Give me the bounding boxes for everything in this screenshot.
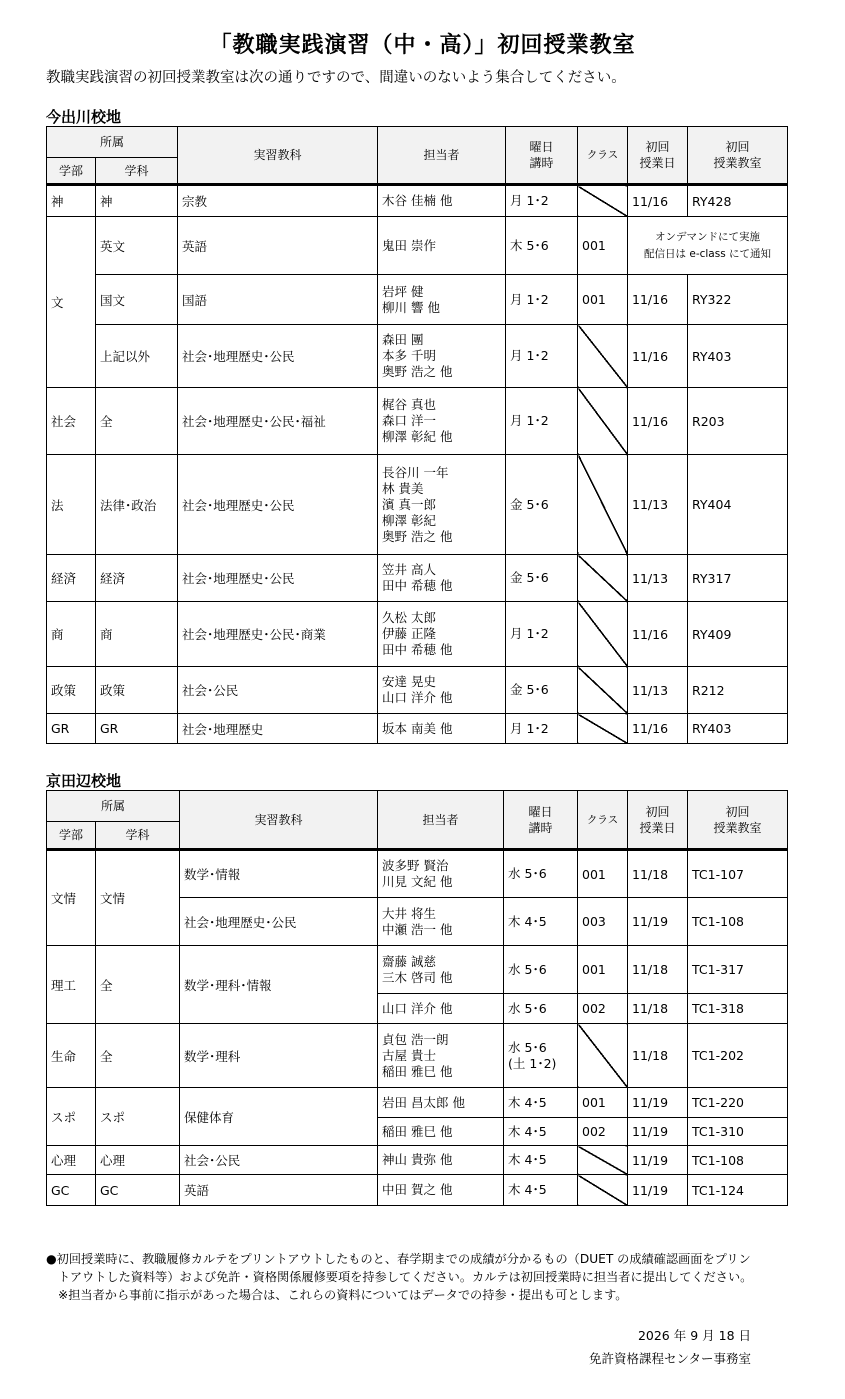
- instructor-cell: 稲田 雅巳 他: [378, 1118, 504, 1146]
- subject-cell: 宗教: [178, 185, 378, 217]
- department-cell: 全: [96, 388, 178, 455]
- issue-date: 2026 年 9 月 18 日: [637, 1328, 751, 1343]
- room-cell: TC1-108: [688, 1146, 788, 1175]
- class-cell: 002: [578, 994, 628, 1024]
- department-cell: GR: [96, 714, 178, 744]
- date-cell: 11/13: [628, 667, 688, 714]
- class-cell: 002: [578, 1118, 628, 1146]
- instructor-cell: 安達 晃史 山口 洋介 他: [378, 667, 506, 714]
- date-cell: 11/18: [628, 1024, 688, 1088]
- intro-text: 教職実践演習の初回授業教室は次の通りですので、間違いのないよう集合してください。: [46, 70, 626, 86]
- subject-cell: 社会･公民: [178, 667, 378, 714]
- header-instructor: 担当者: [378, 791, 504, 850]
- instructor-cell: 笠井 高人 田中 希穂 他: [378, 555, 506, 602]
- table-row: [47, 555, 788, 602]
- header-affiliation: 所属: [47, 791, 180, 822]
- faculty-cell: 理工: [47, 946, 96, 1024]
- room-cell: TC1-317: [688, 946, 788, 994]
- period-cell: 木 4･5: [504, 1175, 578, 1206]
- department-cell: GC: [96, 1175, 180, 1206]
- subject-cell: 社会･地理歴史･公民･福祉: [178, 388, 378, 455]
- class-cell: 003: [578, 898, 628, 946]
- faculty-cell: 社会: [47, 388, 96, 455]
- table-row: [47, 1088, 788, 1118]
- room-cell: R212: [688, 667, 788, 714]
- date-cell: 11/19: [628, 1175, 688, 1206]
- subject-cell: 数学･理科･情報: [180, 946, 378, 1024]
- period-cell: 木 4･5: [504, 898, 578, 946]
- table-row: [47, 388, 788, 455]
- department-cell: 全: [96, 1024, 180, 1088]
- class-cell: 001: [578, 275, 628, 325]
- subject-cell: 社会･公民: [180, 1146, 378, 1175]
- table-row: [47, 714, 788, 744]
- subject-cell: 保健体育: [180, 1088, 378, 1146]
- department-cell: スポ: [96, 1088, 180, 1146]
- header-class: クラス: [578, 791, 628, 850]
- faculty-cell: 神: [47, 185, 96, 217]
- period-cell: 月 1･2: [506, 325, 578, 388]
- instructor-cell: 貞包 浩一朗 古屋 貴士 稲田 雅巳 他: [378, 1024, 504, 1088]
- header-faculty: 学部: [47, 158, 96, 185]
- table-row: [47, 275, 788, 325]
- class-cell-empty: [578, 1146, 628, 1175]
- class-cell-empty: [578, 714, 628, 744]
- department-cell: 経済: [96, 555, 178, 602]
- date-cell: 11/19: [628, 1146, 688, 1175]
- header-first-room: 初回 授業教室: [688, 127, 788, 185]
- table-row: [47, 185, 788, 217]
- faculty-cell: 心理: [47, 1146, 96, 1175]
- instructor-cell: 坂本 南美 他: [378, 714, 506, 744]
- date-cell: 11/16: [628, 714, 688, 744]
- table-row: [47, 217, 788, 275]
- date-cell: 11/18: [628, 946, 688, 994]
- subject-cell: 社会･地理歴史･公民: [180, 898, 378, 946]
- table-row: [47, 1024, 788, 1088]
- room-cell: TC1-202: [688, 1024, 788, 1088]
- room-cell: RY322: [688, 275, 788, 325]
- period-cell: 水 5･6 (土 1･2): [504, 1024, 578, 1088]
- instructor-cell: 久松 太郎 伊藤 正隆 田中 希穂 他: [378, 602, 506, 667]
- date-cell: 11/13: [628, 455, 688, 555]
- room-cell: RY403: [688, 325, 788, 388]
- instructor-cell: 中田 賀之 他: [378, 1175, 504, 1206]
- class-cell-empty: [578, 1175, 628, 1206]
- table-row: [47, 946, 788, 994]
- faculty-cell: GR: [47, 714, 96, 744]
- date-cell: 11/18: [628, 994, 688, 1024]
- faculty-cell: 商: [47, 602, 96, 667]
- period-cell: 水 5･6: [504, 946, 578, 994]
- room-cell: TC1-318: [688, 994, 788, 1024]
- table-row: [47, 1175, 788, 1206]
- date-cell: 11/16: [628, 325, 688, 388]
- date-cell: 11/18: [628, 850, 688, 898]
- period-cell: 木 4･5: [504, 1146, 578, 1175]
- period-cell: 水 5･6: [504, 850, 578, 898]
- department-cell: 文情: [96, 850, 180, 946]
- subject-cell: 国語: [178, 275, 378, 325]
- instructor-cell: 神山 貴弥 他: [378, 1146, 504, 1175]
- header-subject: 実習教科: [178, 127, 378, 185]
- date-cell: 11/16: [628, 275, 688, 325]
- header-class: クラス: [578, 127, 628, 185]
- subject-cell: 社会･地理歴史･公民: [178, 555, 378, 602]
- period-cell: 月 1･2: [506, 275, 578, 325]
- instructor-cell: 長谷川 一年 林 貴美 濱 真一郎 柳澤 彰紀 奥野 浩之 他: [378, 455, 506, 555]
- period-cell: 月 1･2: [506, 602, 578, 667]
- header-period: 曜日 講時: [506, 127, 578, 185]
- note-line-3: ※担当者から事前に指示があった場合は、これらの資料についてはデータでの持参・提出も可とします。: [58, 1288, 628, 1302]
- notes-block: [46, 1250, 806, 1304]
- campus-heading-imadegawa: 今出川校地: [46, 108, 122, 126]
- room-cell: TC1-108: [688, 898, 788, 946]
- subject-cell: 英語: [180, 1175, 378, 1206]
- table-row: [47, 325, 788, 388]
- class-cell-empty: [578, 602, 628, 667]
- header-department: 学科: [96, 822, 180, 850]
- department-cell: 政策: [96, 667, 178, 714]
- room-cell: RY409: [688, 602, 788, 667]
- date-cell: 11/19: [628, 1088, 688, 1118]
- date-cell: 11/13: [628, 555, 688, 602]
- faculty-cell: 生命: [47, 1024, 96, 1088]
- class-cell-empty: [578, 555, 628, 602]
- period-cell: 月 1･2: [506, 388, 578, 455]
- subject-cell: 社会･地理歴史･公民: [178, 455, 378, 555]
- faculty-cell: 文情: [47, 850, 96, 946]
- page-title: 「教職実践演習（中・高）」初回授業教室: [209, 33, 636, 58]
- subject-cell: 社会･地理歴史: [178, 714, 378, 744]
- table-row: [47, 602, 788, 667]
- subject-cell: 社会･地理歴史･公民･商業: [178, 602, 378, 667]
- header-faculty: 学部: [47, 822, 96, 850]
- date-cell: 11/16: [628, 602, 688, 667]
- class-cell-empty: [578, 455, 628, 555]
- department-cell: 国文: [96, 275, 178, 325]
- note-line-1: ●初回授業時に、教職履修カルテをプリントアウトしたものと、春学期までの成績が分かるもの（DUET の成績確認画面をプリン: [46, 1252, 751, 1266]
- department-cell: 商: [96, 602, 178, 667]
- instructor-cell: 波多野 賢治 川見 文紀 他: [378, 850, 504, 898]
- class-cell-empty: [578, 185, 628, 217]
- period-cell: 木 5･6: [506, 217, 578, 275]
- header-first-date: 初回 授業日: [628, 127, 688, 185]
- note-line-2: トアウトした資料等）および免許・資格関係履修要項を持参してください。カルテは初回授業時に担当者に提出してください。: [58, 1270, 753, 1284]
- instructor-cell: 木谷 佳楠 他: [378, 185, 506, 217]
- instructor-cell: 森田 團 本多 千明 奥野 浩之 他: [378, 325, 506, 388]
- period-cell: 水 5･6: [504, 994, 578, 1024]
- instructor-cell: 岩坪 健 柳川 響 他: [378, 275, 506, 325]
- period-cell: 木 4･5: [504, 1088, 578, 1118]
- header-department: 学科: [96, 158, 178, 185]
- date-cell: 11/19: [628, 1118, 688, 1146]
- date-cell: 11/16: [628, 185, 688, 217]
- class-cell: 001: [578, 850, 628, 898]
- instructor-cell: 山口 洋介 他: [378, 994, 504, 1024]
- faculty-cell: 文: [47, 217, 96, 388]
- instructor-cell: 岩田 昌太郎 他: [378, 1088, 504, 1118]
- issuing-office: 免許資格課程センター事務室: [588, 1351, 751, 1366]
- campus-heading-kyotanabe: 京田辺校地: [46, 772, 122, 790]
- header-affiliation: 所属: [47, 127, 178, 158]
- department-cell: 心理: [96, 1146, 180, 1175]
- table-row: [47, 667, 788, 714]
- date-cell: 11/19: [628, 898, 688, 946]
- room-cell: R203: [688, 388, 788, 455]
- period-cell: 月 1･2: [506, 714, 578, 744]
- class-cell: 001: [578, 217, 628, 275]
- header-subject: 実習教科: [180, 791, 378, 850]
- header-first-date: 初回 授業日: [628, 791, 688, 850]
- subject-cell: 社会･地理歴史･公民: [178, 325, 378, 388]
- subject-cell: 英語: [178, 217, 378, 275]
- header-instructor: 担当者: [378, 127, 506, 185]
- room-cell: TC1-310: [688, 1118, 788, 1146]
- class-cell: 001: [578, 1088, 628, 1118]
- subject-cell: 数学･理科: [180, 1024, 378, 1088]
- date-cell: 11/16: [628, 388, 688, 455]
- period-cell: 金 5･6: [506, 555, 578, 602]
- faculty-cell: スポ: [47, 1088, 96, 1146]
- class-cell-empty: [578, 325, 628, 388]
- department-cell: 全: [96, 946, 180, 1024]
- faculty-cell: 経済: [47, 555, 96, 602]
- class-cell-empty: [578, 388, 628, 455]
- class-cell-empty: [578, 1024, 628, 1088]
- room-cell: RY403: [688, 714, 788, 744]
- department-cell: 法律･政治: [96, 455, 178, 555]
- header-period: 曜日 講時: [504, 791, 578, 850]
- instructor-cell: 梶谷 真也 森口 洋一 柳澤 彰紀 他: [378, 388, 506, 455]
- room-cell: TC1-107: [688, 850, 788, 898]
- table-row: [47, 1146, 788, 1175]
- room-cell: RY428: [688, 185, 788, 217]
- room-cell: RY404: [688, 455, 788, 555]
- department-cell: 上記以外: [96, 325, 178, 388]
- faculty-cell: 法: [47, 455, 96, 555]
- department-cell: 英文: [96, 217, 178, 275]
- period-cell: 木 4･5: [504, 1118, 578, 1146]
- class-cell: 001: [578, 946, 628, 994]
- room-cell: TC1-124: [688, 1175, 788, 1206]
- instructor-cell: 鬼田 崇作: [378, 217, 506, 275]
- instructor-cell: 大井 将生 中瀬 浩一 他: [378, 898, 504, 946]
- table-row: [47, 850, 788, 898]
- room-cell: RY317: [688, 555, 788, 602]
- faculty-cell: GC: [47, 1175, 96, 1206]
- schedule-table-imadegawa: [46, 126, 788, 744]
- class-cell-empty: [578, 667, 628, 714]
- faculty-cell: 政策: [47, 667, 96, 714]
- period-cell: 金 5･6: [506, 455, 578, 555]
- subject-cell: 数学･情報: [180, 850, 378, 898]
- department-cell: 神: [96, 185, 178, 217]
- period-cell: 金 5･6: [506, 667, 578, 714]
- header-first-room: 初回 授業教室: [688, 791, 788, 850]
- instructor-cell: 齋藤 誠慈 三木 啓司 他: [378, 946, 504, 994]
- table-row: [47, 455, 788, 555]
- room-cell: TC1-220: [688, 1088, 788, 1118]
- ondemand-note: オンデマンドにて実施 配信日は e-class にて通知: [628, 217, 788, 275]
- schedule-table-kyotanabe: [46, 790, 788, 1206]
- period-cell: 月 1･2: [506, 185, 578, 217]
